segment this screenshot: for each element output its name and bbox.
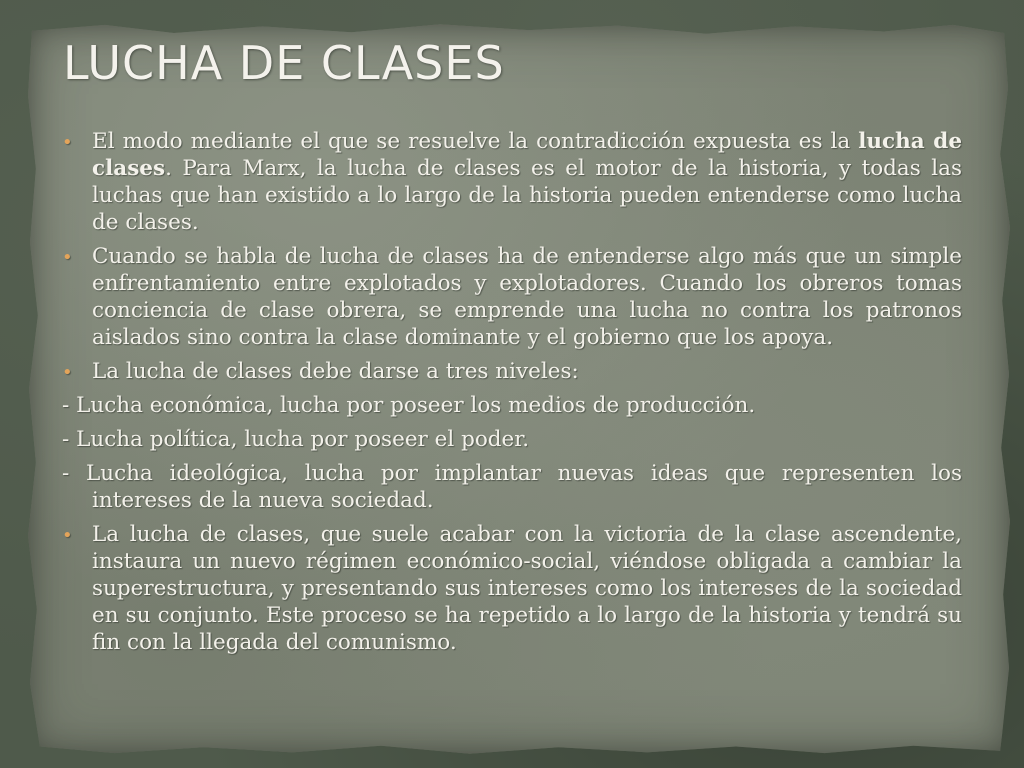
- bullet-text-1-part-a: El modo mediante el que se resuelve la contradicción expuesta es la: [92, 129, 859, 154]
- bullet-item-2: [62, 243, 962, 351]
- bullet-item-3: [62, 358, 962, 385]
- bullet-icon: •: [62, 362, 73, 383]
- bullet-item-4: [62, 521, 962, 656]
- bullet-text-3: La lucha de clases debe darse a tres niveles:: [92, 359, 579, 384]
- bullet-icon: •: [62, 525, 73, 546]
- dash-item-political: - Lucha política, lucha por poseer el poder.: [62, 427, 530, 452]
- bullet-text-4: La lucha de clases, que suele acabar con la victoria de la clase ascendente, instaura un nuevo régimen económico-social, viéndose obligada a cambiar la superestructura, y presentando sus intereses como los intereses de la sociedad en su conjunto. Este proceso se ha repetido a lo largo de la historia y tendrá su fin con la llegada del comunismo.: [92, 522, 962, 655]
- slide-content: [62, 128, 962, 663]
- bullet-text-1-bold: lucha de clases: [92, 129, 963, 181]
- bullet-icon: •: [62, 247, 73, 268]
- dash-item-economic: - Lucha económica, lucha por poseer los medios de producción.: [62, 393, 756, 418]
- slide-title: LUCHA DE CLASES: [63, 36, 505, 90]
- bullet-item-1: [62, 128, 962, 236]
- bullet-icon: •: [62, 132, 73, 153]
- bullet-text-2: Cuando se habla de lucha de clases ha de entenderse algo más que un simple enfrentamiento entre explotados y explotadores. Cuando los obreros tomas conciencia de clase obrera, se emprende una lucha no contra los patronos aislados sino contra la clase dominante y el gobierno que los apoya.: [92, 244, 962, 350]
- dash-item-ideological: - Lucha ideológica, lucha por implantar nuevas ideas que representen los intereses de la nueva sociedad.: [62, 461, 962, 513]
- bullet-text-1-part-b: . Para Marx, la lucha de clases es el motor de la historia, y todas las luchas que han existido a lo largo de la historia pueden entenderse como lucha de clases.: [92, 156, 962, 235]
